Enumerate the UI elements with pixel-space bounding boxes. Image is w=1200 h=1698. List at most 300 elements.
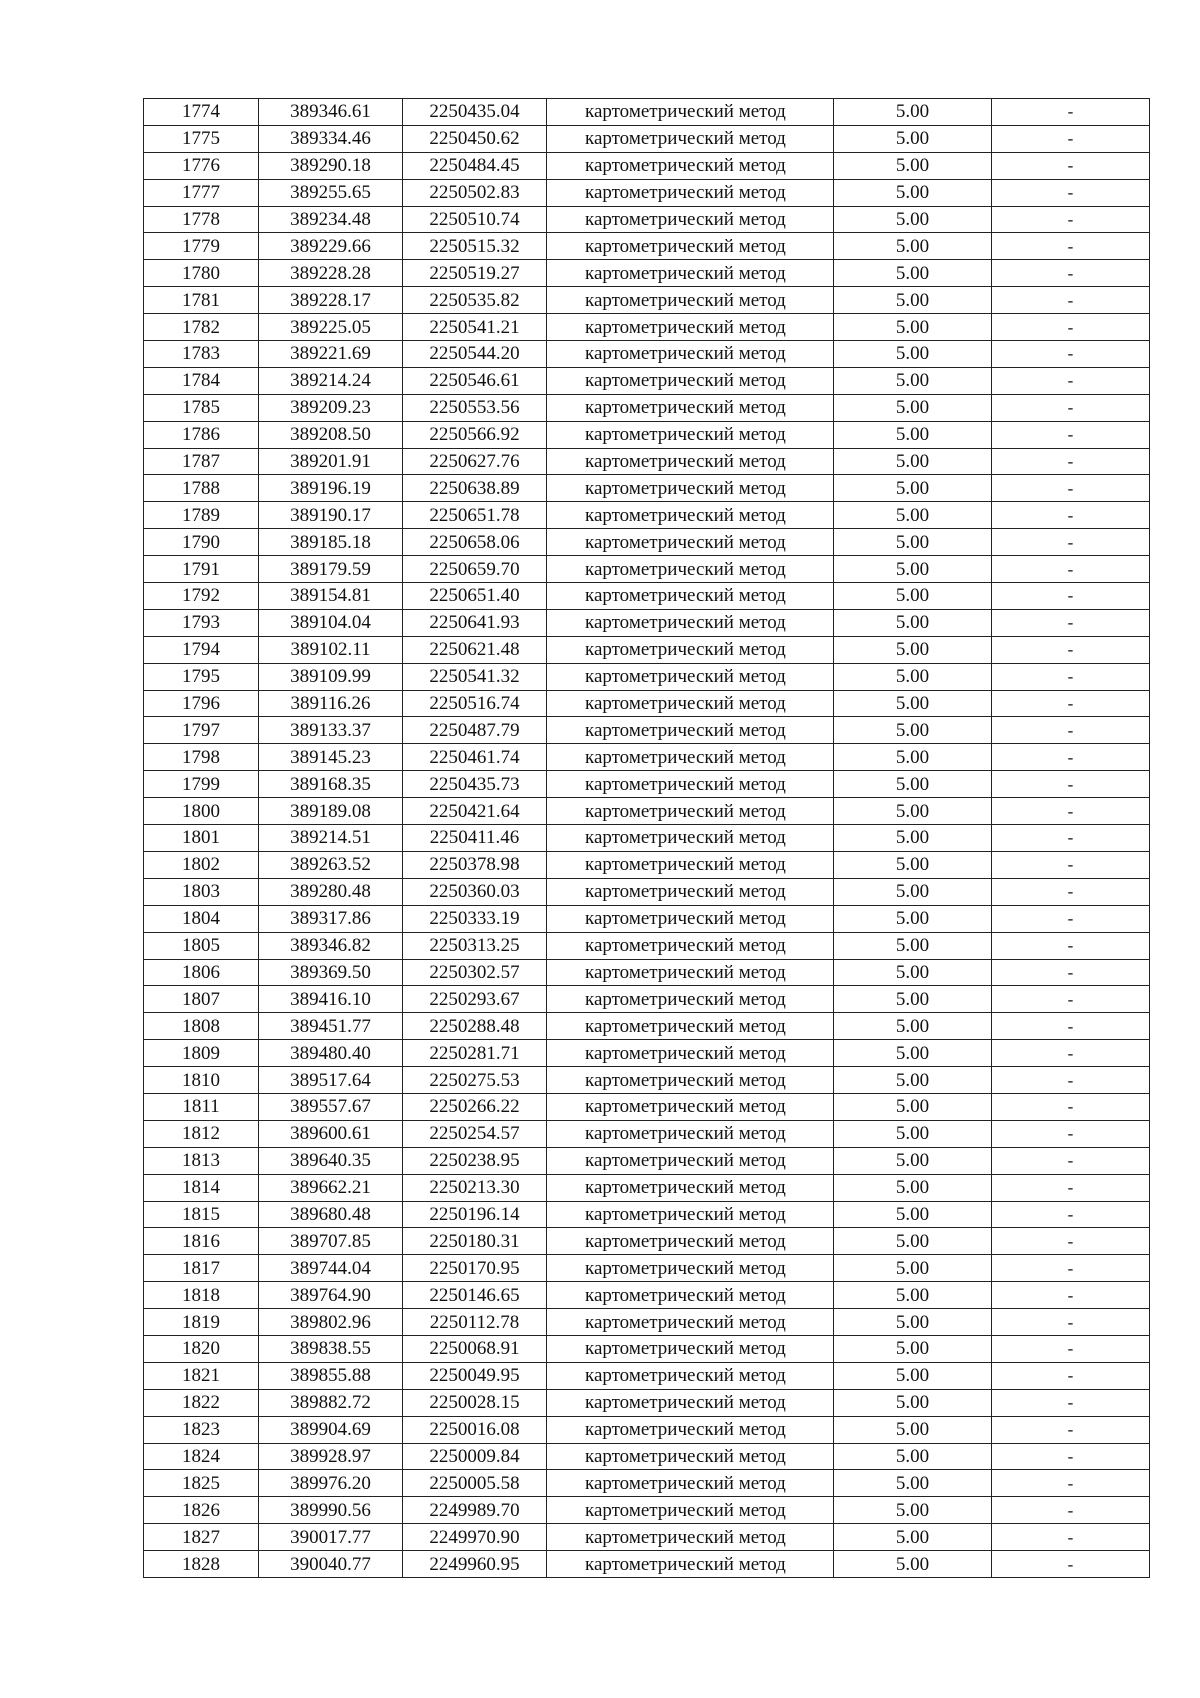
x-coordinate-cell: 389346.82 — [259, 932, 403, 959]
accuracy-cell: 5.00 — [834, 905, 992, 932]
description-cell: - — [992, 260, 1150, 287]
table-row — [144, 1093, 1150, 1120]
description-cell: - — [992, 717, 1150, 744]
method-cell: картометрический метод — [547, 475, 834, 502]
table-row — [144, 1362, 1150, 1389]
method-cell: картометрический метод — [547, 125, 834, 152]
description-cell: - — [992, 1335, 1150, 1362]
point-number-cell: 1800 — [144, 798, 259, 825]
point-number-cell: 1796 — [144, 690, 259, 717]
accuracy-cell: 5.00 — [834, 1040, 992, 1067]
y-coordinate-cell: 2250360.03 — [403, 878, 547, 905]
table-row — [144, 260, 1150, 287]
table-row — [144, 394, 1150, 421]
y-coordinate-cell: 2250553.56 — [403, 394, 547, 421]
y-coordinate-cell: 2250238.95 — [403, 1147, 547, 1174]
y-coordinate-cell: 2250651.40 — [403, 583, 547, 610]
method-cell: картометрический метод — [547, 448, 834, 475]
x-coordinate-cell: 389104.04 — [259, 609, 403, 636]
description-cell: - — [992, 636, 1150, 663]
x-coordinate-cell: 389640.35 — [259, 1147, 403, 1174]
y-coordinate-cell: 2250638.89 — [403, 475, 547, 502]
coordinates-table — [143, 98, 1150, 1578]
method-cell: картометрический метод — [547, 1362, 834, 1389]
table-row — [144, 314, 1150, 341]
method-cell: картометрический метод — [547, 99, 834, 126]
method-cell: картометрический метод — [547, 287, 834, 314]
x-coordinate-cell: 389185.18 — [259, 529, 403, 556]
accuracy-cell: 5.00 — [834, 663, 992, 690]
method-cell: картометрический метод — [547, 556, 834, 583]
method-cell: картометрический метод — [547, 825, 834, 852]
description-cell: - — [992, 851, 1150, 878]
accuracy-cell: 5.00 — [834, 233, 992, 260]
method-cell: картометрический метод — [547, 421, 834, 448]
point-number-cell: 1828 — [144, 1551, 259, 1578]
accuracy-cell: 5.00 — [834, 717, 992, 744]
table-row — [144, 556, 1150, 583]
description-cell: - — [992, 825, 1150, 852]
point-number-cell: 1781 — [144, 287, 259, 314]
point-number-cell: 1819 — [144, 1309, 259, 1336]
y-coordinate-cell: 2250170.95 — [403, 1255, 547, 1282]
accuracy-cell: 5.00 — [834, 448, 992, 475]
method-cell: картометрический метод — [547, 1174, 834, 1201]
accuracy-cell: 5.00 — [834, 367, 992, 394]
description-cell: - — [992, 179, 1150, 206]
y-coordinate-cell: 2250005.58 — [403, 1470, 547, 1497]
x-coordinate-cell: 389334.46 — [259, 125, 403, 152]
description-cell: - — [992, 152, 1150, 179]
x-coordinate-cell: 389190.17 — [259, 502, 403, 529]
description-cell: - — [992, 1524, 1150, 1551]
table-row — [144, 1120, 1150, 1147]
table-row — [144, 475, 1150, 502]
point-number-cell: 1802 — [144, 851, 259, 878]
point-number-cell: 1784 — [144, 367, 259, 394]
y-coordinate-cell: 2250541.32 — [403, 663, 547, 690]
table-row — [144, 1201, 1150, 1228]
x-coordinate-cell: 389928.97 — [259, 1443, 403, 1470]
table-row — [144, 986, 1150, 1013]
y-coordinate-cell: 2250266.22 — [403, 1093, 547, 1120]
point-number-cell: 1797 — [144, 717, 259, 744]
table-row — [144, 609, 1150, 636]
x-coordinate-cell: 389744.04 — [259, 1255, 403, 1282]
y-coordinate-cell: 2249989.70 — [403, 1497, 547, 1524]
point-number-cell: 1793 — [144, 609, 259, 636]
point-number-cell: 1805 — [144, 932, 259, 959]
y-coordinate-cell: 2250028.15 — [403, 1389, 547, 1416]
table-row — [144, 663, 1150, 690]
accuracy-cell: 5.00 — [834, 1551, 992, 1578]
y-coordinate-cell: 2250566.92 — [403, 421, 547, 448]
method-cell: картометрический метод — [547, 233, 834, 260]
x-coordinate-cell: 389838.55 — [259, 1335, 403, 1362]
x-coordinate-cell: 389228.28 — [259, 260, 403, 287]
table-row — [144, 1228, 1150, 1255]
point-number-cell: 1821 — [144, 1362, 259, 1389]
y-coordinate-cell: 2250016.08 — [403, 1416, 547, 1443]
y-coordinate-cell: 2250421.64 — [403, 798, 547, 825]
x-coordinate-cell: 389707.85 — [259, 1228, 403, 1255]
method-cell: картометрический метод — [547, 1524, 834, 1551]
method-cell: картометрический метод — [547, 341, 834, 368]
table-row — [144, 1309, 1150, 1336]
accuracy-cell: 5.00 — [834, 636, 992, 663]
table-row — [144, 771, 1150, 798]
x-coordinate-cell: 389201.91 — [259, 448, 403, 475]
x-coordinate-cell: 389214.24 — [259, 367, 403, 394]
y-coordinate-cell: 2250333.19 — [403, 905, 547, 932]
y-coordinate-cell: 2250313.25 — [403, 932, 547, 959]
description-cell: - — [992, 932, 1150, 959]
description-cell: - — [992, 233, 1150, 260]
y-coordinate-cell: 2250288.48 — [403, 1013, 547, 1040]
method-cell: картометрический метод — [547, 1093, 834, 1120]
point-number-cell: 1804 — [144, 905, 259, 932]
method-cell: картометрический метод — [547, 152, 834, 179]
accuracy-cell: 5.00 — [834, 690, 992, 717]
method-cell: картометрический метод — [547, 878, 834, 905]
x-coordinate-cell: 389229.66 — [259, 233, 403, 260]
table-row — [144, 1470, 1150, 1497]
accuracy-cell: 5.00 — [834, 1255, 992, 1282]
accuracy-cell: 5.00 — [834, 1013, 992, 1040]
method-cell: картометрический метод — [547, 367, 834, 394]
x-coordinate-cell: 389662.21 — [259, 1174, 403, 1201]
accuracy-cell: 5.00 — [834, 1443, 992, 1470]
table-row — [144, 99, 1150, 126]
x-coordinate-cell: 389369.50 — [259, 959, 403, 986]
method-cell: картометрический метод — [547, 771, 834, 798]
table-row — [144, 1040, 1150, 1067]
x-coordinate-cell: 389154.81 — [259, 583, 403, 610]
y-coordinate-cell: 2250435.73 — [403, 771, 547, 798]
description-cell: - — [992, 1255, 1150, 1282]
y-coordinate-cell: 2250281.71 — [403, 1040, 547, 1067]
x-coordinate-cell: 389209.23 — [259, 394, 403, 421]
y-coordinate-cell: 2250621.48 — [403, 636, 547, 663]
y-coordinate-cell: 2250516.74 — [403, 690, 547, 717]
point-number-cell: 1798 — [144, 744, 259, 771]
accuracy-cell: 5.00 — [834, 1309, 992, 1336]
point-number-cell: 1777 — [144, 179, 259, 206]
point-number-cell: 1816 — [144, 1228, 259, 1255]
point-number-cell: 1789 — [144, 502, 259, 529]
point-number-cell: 1810 — [144, 1067, 259, 1094]
accuracy-cell: 5.00 — [834, 878, 992, 905]
y-coordinate-cell: 2250049.95 — [403, 1362, 547, 1389]
point-number-cell: 1827 — [144, 1524, 259, 1551]
y-coordinate-cell: 2250009.84 — [403, 1443, 547, 1470]
table-row — [144, 1013, 1150, 1040]
table-row — [144, 125, 1150, 152]
point-number-cell: 1823 — [144, 1416, 259, 1443]
method-cell: картометрический метод — [547, 1497, 834, 1524]
x-coordinate-cell: 389263.52 — [259, 851, 403, 878]
table-row — [144, 1497, 1150, 1524]
y-coordinate-cell: 2250544.20 — [403, 341, 547, 368]
point-number-cell: 1807 — [144, 986, 259, 1013]
table-row — [144, 798, 1150, 825]
x-coordinate-cell: 389517.64 — [259, 1067, 403, 1094]
accuracy-cell: 5.00 — [834, 475, 992, 502]
point-number-cell: 1779 — [144, 233, 259, 260]
table-row — [144, 1416, 1150, 1443]
x-coordinate-cell: 390040.77 — [259, 1551, 403, 1578]
accuracy-cell: 5.00 — [834, 179, 992, 206]
x-coordinate-cell: 389802.96 — [259, 1309, 403, 1336]
x-coordinate-cell: 389451.77 — [259, 1013, 403, 1040]
description-cell: - — [992, 1470, 1150, 1497]
y-coordinate-cell: 2250535.82 — [403, 287, 547, 314]
table-row — [144, 1551, 1150, 1578]
description-cell: - — [992, 529, 1150, 556]
x-coordinate-cell: 389346.61 — [259, 99, 403, 126]
accuracy-cell: 5.00 — [834, 1416, 992, 1443]
method-cell: картометрический метод — [547, 609, 834, 636]
y-coordinate-cell: 2250450.62 — [403, 125, 547, 152]
description-cell: - — [992, 1416, 1150, 1443]
point-number-cell: 1785 — [144, 394, 259, 421]
y-coordinate-cell: 2250213.30 — [403, 1174, 547, 1201]
x-coordinate-cell: 389416.10 — [259, 986, 403, 1013]
description-cell: - — [992, 1362, 1150, 1389]
method-cell: картометрический метод — [547, 1040, 834, 1067]
point-number-cell: 1786 — [144, 421, 259, 448]
accuracy-cell: 5.00 — [834, 314, 992, 341]
y-coordinate-cell: 2250112.78 — [403, 1309, 547, 1336]
method-cell: картометрический метод — [547, 260, 834, 287]
accuracy-cell: 5.00 — [834, 1470, 992, 1497]
point-number-cell: 1822 — [144, 1389, 259, 1416]
table-row — [144, 367, 1150, 394]
accuracy-cell: 5.00 — [834, 99, 992, 126]
method-cell: картометрический метод — [547, 583, 834, 610]
description-cell: - — [992, 448, 1150, 475]
description-cell: - — [992, 905, 1150, 932]
table-row — [144, 1174, 1150, 1201]
point-number-cell: 1775 — [144, 125, 259, 152]
x-coordinate-cell: 389600.61 — [259, 1120, 403, 1147]
description-cell: - — [992, 502, 1150, 529]
description-cell: - — [992, 1551, 1150, 1578]
table-row — [144, 529, 1150, 556]
method-cell: картометрический метод — [547, 1282, 834, 1309]
table-row — [144, 932, 1150, 959]
table-row — [144, 448, 1150, 475]
accuracy-cell: 5.00 — [834, 287, 992, 314]
point-number-cell: 1820 — [144, 1335, 259, 1362]
accuracy-cell: 5.00 — [834, 1497, 992, 1524]
accuracy-cell: 5.00 — [834, 125, 992, 152]
y-coordinate-cell: 2250641.93 — [403, 609, 547, 636]
x-coordinate-cell: 389255.65 — [259, 179, 403, 206]
point-number-cell: 1825 — [144, 1470, 259, 1497]
x-coordinate-cell: 389179.59 — [259, 556, 403, 583]
accuracy-cell: 5.00 — [834, 1067, 992, 1094]
description-cell: - — [992, 1120, 1150, 1147]
y-coordinate-cell: 2250651.78 — [403, 502, 547, 529]
point-number-cell: 1826 — [144, 1497, 259, 1524]
accuracy-cell: 5.00 — [834, 1120, 992, 1147]
description-cell: - — [992, 744, 1150, 771]
point-number-cell: 1818 — [144, 1282, 259, 1309]
y-coordinate-cell: 2250378.98 — [403, 851, 547, 878]
point-number-cell: 1815 — [144, 1201, 259, 1228]
method-cell: картометрический метод — [547, 744, 834, 771]
point-number-cell: 1780 — [144, 260, 259, 287]
method-cell: картометрический метод — [547, 502, 834, 529]
accuracy-cell: 5.00 — [834, 932, 992, 959]
accuracy-cell: 5.00 — [834, 1147, 992, 1174]
method-cell: картометрический метод — [547, 394, 834, 421]
accuracy-cell: 5.00 — [834, 583, 992, 610]
description-cell: - — [992, 1093, 1150, 1120]
table-row — [144, 1067, 1150, 1094]
accuracy-cell: 5.00 — [834, 556, 992, 583]
table-row — [144, 744, 1150, 771]
accuracy-cell: 5.00 — [834, 152, 992, 179]
y-coordinate-cell: 2250461.74 — [403, 744, 547, 771]
x-coordinate-cell: 389557.67 — [259, 1093, 403, 1120]
point-number-cell: 1799 — [144, 771, 259, 798]
method-cell: картометрический метод — [547, 1389, 834, 1416]
y-coordinate-cell: 2250435.04 — [403, 99, 547, 126]
description-cell: - — [992, 798, 1150, 825]
y-coordinate-cell: 2250302.57 — [403, 959, 547, 986]
method-cell: картометрический метод — [547, 1120, 834, 1147]
table-row — [144, 1389, 1150, 1416]
description-cell: - — [992, 1147, 1150, 1174]
x-coordinate-cell: 389764.90 — [259, 1282, 403, 1309]
table-row — [144, 583, 1150, 610]
description-cell: - — [992, 475, 1150, 502]
point-number-cell: 1813 — [144, 1147, 259, 1174]
description-cell: - — [992, 394, 1150, 421]
accuracy-cell: 5.00 — [834, 1201, 992, 1228]
description-cell: - — [992, 1389, 1150, 1416]
x-coordinate-cell: 389196.19 — [259, 475, 403, 502]
y-coordinate-cell: 2250411.46 — [403, 825, 547, 852]
y-coordinate-cell: 2250627.76 — [403, 448, 547, 475]
accuracy-cell: 5.00 — [834, 771, 992, 798]
y-coordinate-cell: 2250254.57 — [403, 1120, 547, 1147]
description-cell: - — [992, 1067, 1150, 1094]
description-cell: - — [992, 771, 1150, 798]
accuracy-cell: 5.00 — [834, 609, 992, 636]
x-coordinate-cell: 389904.69 — [259, 1416, 403, 1443]
method-cell: картометрический метод — [547, 206, 834, 233]
accuracy-cell: 5.00 — [834, 502, 992, 529]
table-row — [144, 1524, 1150, 1551]
coordinates-table-body — [144, 99, 1150, 1578]
table-row — [144, 421, 1150, 448]
point-number-cell: 1778 — [144, 206, 259, 233]
point-number-cell: 1811 — [144, 1093, 259, 1120]
accuracy-cell: 5.00 — [834, 959, 992, 986]
description-cell: - — [992, 583, 1150, 610]
table-row — [144, 851, 1150, 878]
description-cell: - — [992, 556, 1150, 583]
x-coordinate-cell: 389234.48 — [259, 206, 403, 233]
point-number-cell: 1791 — [144, 556, 259, 583]
y-coordinate-cell: 2250275.53 — [403, 1067, 547, 1094]
point-number-cell: 1795 — [144, 663, 259, 690]
point-number-cell: 1803 — [144, 878, 259, 905]
accuracy-cell: 5.00 — [834, 1174, 992, 1201]
x-coordinate-cell: 389189.08 — [259, 798, 403, 825]
table-row — [144, 233, 1150, 260]
x-coordinate-cell: 389280.48 — [259, 878, 403, 905]
accuracy-cell: 5.00 — [834, 1093, 992, 1120]
y-coordinate-cell: 2250510.74 — [403, 206, 547, 233]
method-cell: картометрический метод — [547, 314, 834, 341]
method-cell: картометрический метод — [547, 179, 834, 206]
table-row — [144, 152, 1150, 179]
y-coordinate-cell: 2250541.21 — [403, 314, 547, 341]
method-cell: картометрический метод — [547, 717, 834, 744]
method-cell: картометрический метод — [547, 1067, 834, 1094]
accuracy-cell: 5.00 — [834, 206, 992, 233]
description-cell: - — [992, 314, 1150, 341]
point-number-cell: 1790 — [144, 529, 259, 556]
x-coordinate-cell: 389214.51 — [259, 825, 403, 852]
x-coordinate-cell: 389882.72 — [259, 1389, 403, 1416]
point-number-cell: 1787 — [144, 448, 259, 475]
y-coordinate-cell: 2250658.06 — [403, 529, 547, 556]
y-coordinate-cell: 2250068.91 — [403, 1335, 547, 1362]
description-cell: - — [992, 1443, 1150, 1470]
table-row — [144, 717, 1150, 744]
description-cell: - — [992, 125, 1150, 152]
point-number-cell: 1783 — [144, 341, 259, 368]
description-cell: - — [992, 609, 1150, 636]
method-cell: картометрический метод — [547, 663, 834, 690]
y-coordinate-cell: 2250146.65 — [403, 1282, 547, 1309]
description-cell: - — [992, 878, 1150, 905]
method-cell: картометрический метод — [547, 1551, 834, 1578]
description-cell: - — [992, 1309, 1150, 1336]
table-row — [144, 1147, 1150, 1174]
x-coordinate-cell: 389680.48 — [259, 1201, 403, 1228]
accuracy-cell: 5.00 — [834, 394, 992, 421]
point-number-cell: 1801 — [144, 825, 259, 852]
method-cell: картометрический метод — [547, 798, 834, 825]
x-coordinate-cell: 389855.88 — [259, 1362, 403, 1389]
method-cell: картометрический метод — [547, 1013, 834, 1040]
point-number-cell: 1809 — [144, 1040, 259, 1067]
y-coordinate-cell: 2250546.61 — [403, 367, 547, 394]
point-number-cell: 1817 — [144, 1255, 259, 1282]
table-row — [144, 905, 1150, 932]
table-row — [144, 1443, 1150, 1470]
x-coordinate-cell: 389976.20 — [259, 1470, 403, 1497]
accuracy-cell: 5.00 — [834, 1389, 992, 1416]
y-coordinate-cell: 2250659.70 — [403, 556, 547, 583]
y-coordinate-cell: 2250487.79 — [403, 717, 547, 744]
table-row — [144, 287, 1150, 314]
accuracy-cell: 5.00 — [834, 744, 992, 771]
x-coordinate-cell: 389133.37 — [259, 717, 403, 744]
table-row — [144, 1335, 1150, 1362]
description-cell: - — [992, 421, 1150, 448]
accuracy-cell: 5.00 — [834, 1362, 992, 1389]
method-cell: картометрический метод — [547, 851, 834, 878]
x-coordinate-cell: 389102.11 — [259, 636, 403, 663]
method-cell: картометрический метод — [547, 932, 834, 959]
